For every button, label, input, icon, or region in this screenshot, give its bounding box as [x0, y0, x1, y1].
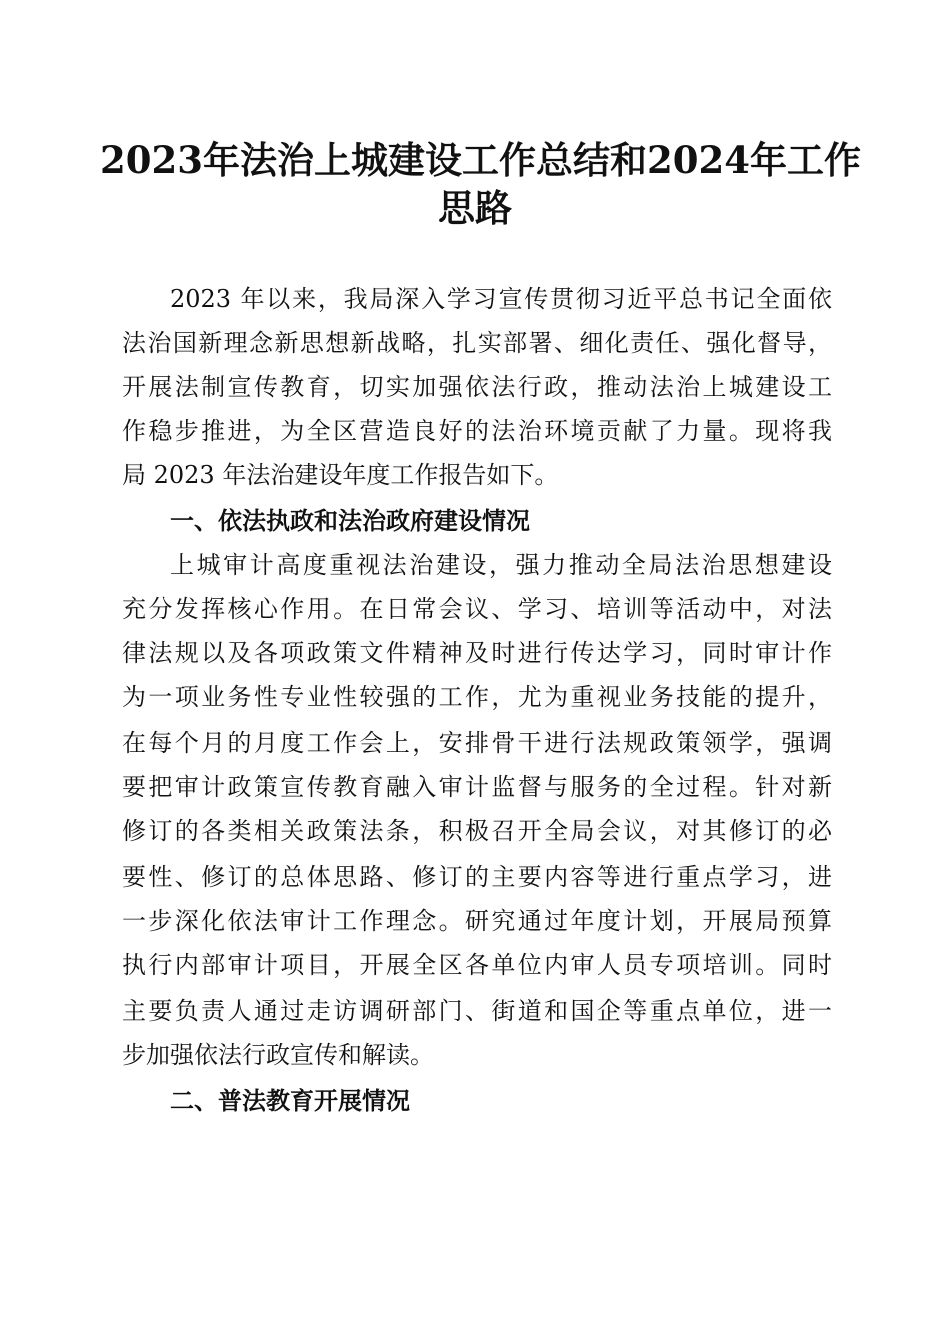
intro-paragraph-line: 法治国新理念新思想新战略，扎实部署、细化责任、强化督导，: [122, 329, 832, 357]
intro-paragraph-line: 作稳步推进，为全区营造良好的法治环境贡献了力量。现将我: [122, 417, 832, 445]
section-1-paragraph-line: 上城审计高度重视法治建设，强力推动全局法治思想建设: [170, 551, 832, 579]
section-1-paragraph-line: 修订的各类相关政策法条，积极召开全局会议，对其修订的必: [122, 817, 832, 845]
section-1-paragraph-line: 律法规以及各项政策文件精神及时进行传达学习，同时审计作: [122, 639, 832, 667]
section-1-paragraph-line: 要把审计政策宣传教育融入审计监督与服务的全过程。针对新: [122, 773, 832, 801]
section-1-paragraph-line: 主要负责人通过走访调研部门、街道和国企等重点单位，进一: [122, 997, 832, 1025]
section-1-paragraph-line: 执行内部审计项目，开展全区各单位内审人员专项培训。同时: [122, 951, 832, 979]
intro-paragraph-line: 局 2023 年法治建设年度工作报告如下。: [122, 461, 559, 489]
document-title-line-1: 2023年法治上城建设工作总结和2024年工作: [100, 138, 861, 182]
section-1-paragraph-line: 步加强依法行政宣传和解读。: [122, 1041, 434, 1069]
document-title-line-2: 思路: [438, 186, 512, 230]
section-1-paragraph-line: 一步深化依法审计工作理念。研究通过年度计划，开展局预算: [122, 907, 832, 935]
section-1-heading: 一、依法执政和法治政府建设情况: [170, 507, 530, 535]
intro-paragraph-line: 2023 年以来，我局深入学习宣传贯彻习近平总书记全面依: [170, 285, 832, 313]
intro-paragraph-line: 开展法制宣传教育，切实加强依法行政，推动法治上城建设工: [122, 373, 832, 401]
section-1-paragraph-line: 在每个月的月度工作会上，安排骨干进行法规政策领学，强调: [122, 729, 832, 757]
section-2-heading: 二、普法教育开展情况: [170, 1087, 410, 1115]
section-1-paragraph-line: 为一项业务性专业性较强的工作，尤为重视业务技能的提升，: [122, 683, 832, 711]
section-1-paragraph-line: 要性、修订的总体思路、修订的主要内容等进行重点学习，进: [122, 863, 832, 891]
section-1-paragraph-line: 充分发挥核心作用。在日常会议、学习、培训等活动中，对法: [122, 595, 832, 623]
